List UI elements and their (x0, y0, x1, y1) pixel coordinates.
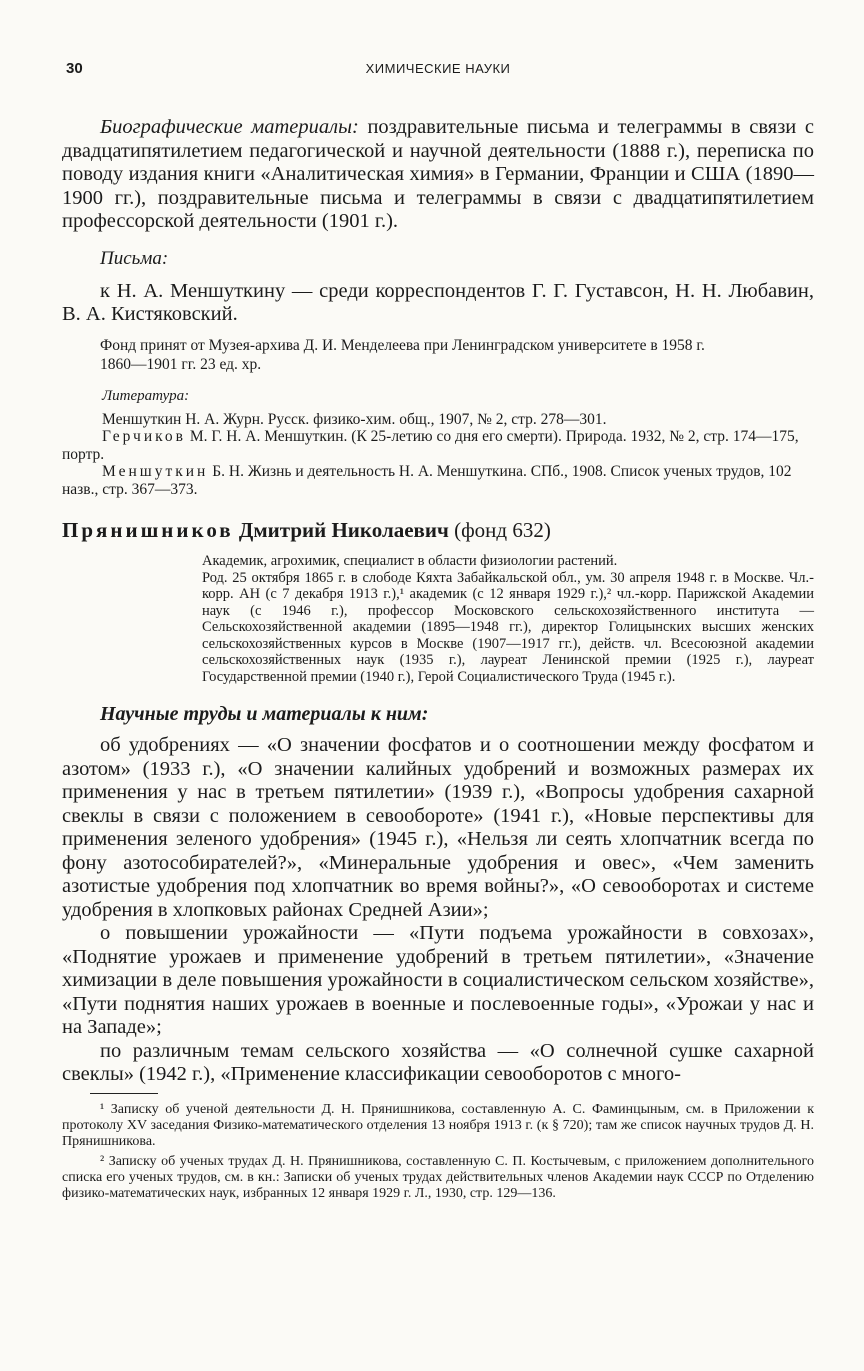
literature-author: Герчиков (102, 428, 186, 445)
literature-author: Меншуткин Н. А. (102, 410, 220, 428)
person-bio (202, 553, 814, 685)
person-bio-details: Род. 25 октября 1865 г. в слободе Кяхта Забайкальской обл., ум. 30 апреля 1948 г. в Москве. Чл.-корр. АН (с 7 декабря 1913 г.),¹ академик (с 12 января 1929 г.),² чл.-корр. Парижской Академии наук (с 1946 г.), профессор Московского сельскохозяйственного института — Сельскохозяйственной академии (1895—1948 гг.), директор Голицынских высших женских сельскохозяйственных курсов в Москве (1907—1917 гг.), действ. чл. Всесоюзной академии сельскохозяйственных наук (1935 г.), лауреат Ленинской премии (1925 г.), лауреат Государственной премии (1940 г.), Герой Социалистического Труда (1945 г.). (202, 569, 814, 685)
person-heading (62, 518, 814, 543)
letters-label: Письма: (100, 247, 169, 269)
works-paragraph: по различным темам сельского хозяйства — «О солнечной сушке сахарной свеклы» (1942 г.), «Применение классификации севооборотов с много- (62, 1039, 814, 1085)
letters-text: к Н. А. Меншуткину — среди корреспондентов Г. Г. Густавсон, Н. Н. Любавин, В. А. Кистяковский. (62, 279, 814, 325)
works-label: Научные труды и материалы к ним: (100, 703, 429, 725)
bio-materials-paragraph (62, 116, 814, 234)
page-number: 30 (66, 60, 83, 77)
literature-author: Меншуткин (102, 463, 209, 480)
literature-list (62, 411, 814, 499)
bio-materials-text: поздравительные письма и телеграммы в связи с двадцатипятилетием педагогической и научной деятельности (1888 г.), переписка по поводу издания книги «Аналитическая химия» в Германии, Франции и США (1890—1900 гг.), поздравительные письма и телеграммы в связи с двадцатипятилетием профессорской деятельности (1901 г.). (62, 116, 814, 232)
literature-item (62, 411, 814, 429)
literature-label: Литература: (102, 387, 190, 404)
literature-item (62, 428, 814, 463)
person-name: Дмитрий Николаевич (233, 518, 449, 542)
works-paragraph: об удобрениях — «О значении фосфатов и о соотношении между фосфатом и азотом» (1933 г.), «О значении калийных удобрений и возможных размерах их применения у нас в третьем пятилетии» (1939 г.), «Вопросы удобрения сахарной свеклы в связи с положением в севообороте» (1941 г.), «Новые перспективы для применения зеленого удобрения» (1945 г.), «Нельзя ли сеять хлопчатник всегда по фону азотособирателей?», «Минеральные удобрения и овес», «Чем заменить азотистые удобрения под хлопчатник во время войны?», «О севооборотах и системе удобрения в хлопковых районах Средней Азии»; (62, 734, 814, 921)
footnote: ² Записку об ученых трудах Д. Н. Прянишникова, составленную С. П. Костычевым, с приложением дополнительного списка его ученых трудов, см. в кн.: Записки об ученых трудах действительных членов Академии наук СССР по Отделению физико-математических наук, избранных 12 января 1929 г. Л., 1930, стр. 129—136. (62, 1153, 814, 1201)
bio-materials-label: Биографические материалы: (100, 116, 359, 138)
literature-text: Б. Н. Жизнь и деятельность Н. А. Меншуткина. СПб., 1908. Список ученых трудов, 102 назв., стр. 367—373. (62, 463, 792, 498)
person-surname: Прянишников (62, 518, 234, 542)
page (62, 54, 814, 1202)
fund-extent: 1860—1901 гг. 23 ед. хр. (100, 356, 262, 373)
works-paragraph: о повышении урожайности — «Пути подъема урожайности в совхозах», «Поднятие урожаев и применение удобрений в третьем пятилетии», «Значение химизации в деле повышения урожайности в социалистическом сельском хозяйстве», «Пути поднятия наших урожаев в военные и послевоенные годы», «Урожаи у нас и на Западе»; (62, 922, 814, 1038)
footnote-divider (90, 1093, 158, 1094)
footnotes (62, 1102, 814, 1202)
person-bio-title: Академик, агрохимик, специалист в области физиологии растений. (202, 553, 618, 569)
page-header (62, 54, 814, 82)
literature-item (62, 463, 814, 498)
literature-text: Журн. Русск. физико-хим. общ., 1907, № 2, стр. 278—301. (219, 410, 607, 428)
works-body (62, 734, 814, 1087)
person-fund: (фонд 632) (448, 518, 551, 542)
footnote: ¹ Записку об ученой деятельности Д. Н. Прянишникова, составленную А. С. Фаминцыным, см. в Приложении к протоколу XV заседания Физико-математического отделения 13 ноября 1913 г. (к § 720); там же список научных трудов Д. Н. Прянишникова. (62, 1101, 814, 1149)
running-title: ХИМИЧЕСКИЕ НАУКИ (365, 61, 511, 76)
literature-text: М. Г. Н. А. Меншуткин. (К 25-летию со дня его смерти). Природа. 1932, № 2, стр. 174—175, портр. (62, 428, 799, 463)
fund-note: Фонд принят от Музея-архива Д. И. Менделеева при Ленинградском университете в 1958 г. (100, 336, 705, 354)
